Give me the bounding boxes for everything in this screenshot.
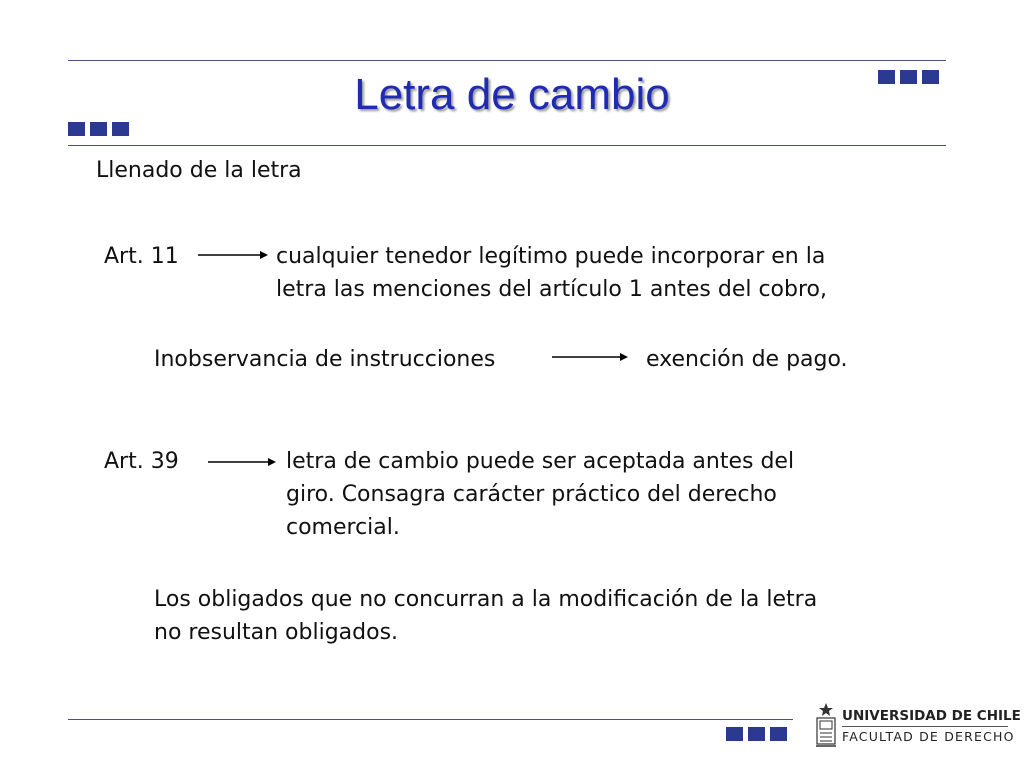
art11-line-2: letra las menciones del artículo 1 antes del cobro, [276,277,827,302]
bottom-rule [68,719,793,720]
logo-university-name: UNIVERSIDAD DE CHILE [842,708,1021,724]
inobservancia-text: Inobservancia de instrucciones [154,347,496,372]
art39-arrow-icon [206,455,278,469]
obligados-line-2: no resultan obligados. [154,620,399,645]
left-squares [68,122,129,136]
logo-faculty-name: FACULTAD DE DERECHO [842,729,1015,744]
art11-line-1: cualquier tenedor legítimo puede incorporar en la [276,244,826,269]
logo-divider [842,726,1008,727]
university-logo [814,702,1021,752]
obligados-line-1: Los obligados que no concurran a la modificación de la letra [154,587,818,612]
art39-line-2: giro. Consagra carácter práctico del derecho [286,482,777,507]
slide-subtitle: Llenado de la letra [96,158,302,183]
art11-label: Art. 11 [104,244,179,269]
university-seal-icon [814,702,838,750]
art39-label: Art. 39 [104,449,179,474]
art39-line-1: letra de cambio puede ser aceptada antes del [286,449,795,474]
title-rule [68,145,946,146]
slide-title: Letra de cambio [354,70,670,119]
inobservancia-arrow-icon [550,350,630,364]
top-rule [68,60,946,61]
exencion-text: exención de pago. [646,347,848,372]
art39-line-3: comercial. [286,515,400,540]
bottom-squares [726,727,787,741]
art11-arrow-icon [196,248,270,262]
